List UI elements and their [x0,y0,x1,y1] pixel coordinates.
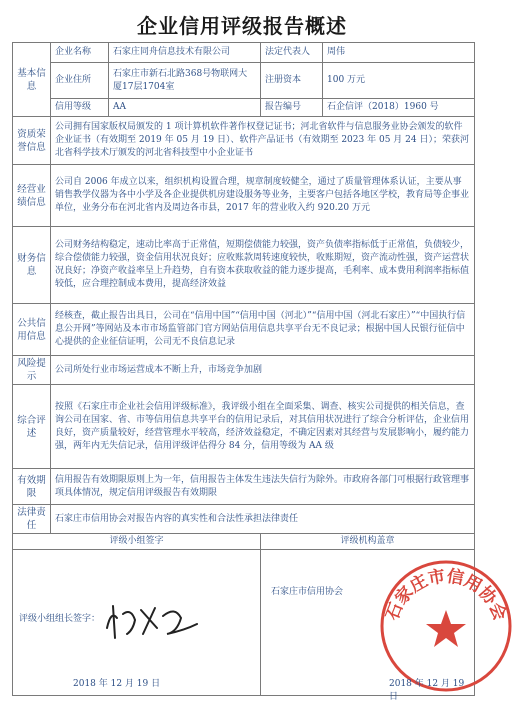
grade-value: AA [109,99,261,117]
date-right: 2018 年 12 月 19 日 [389,679,465,702]
section-label-business: 经营业绩信息 [13,165,51,227]
org-seal-header: 评级机构盖章 [261,534,475,550]
section-label-risk: 风险提示 [13,356,51,385]
section-text-risk: 公司所处行业市场运营成本不断上升，市场竞争加剧 [51,356,475,385]
seal-inner-text: 石家庄市信用协会 [271,587,344,597]
report-no-label: 报告编号 [261,99,323,117]
section-text-validity: 信用报告有效期限原则上为一年，信用报告主体发生违法失信行为除外。市政府各部门可根据行政管理事项具体情况，规定信用评级报告有效期限 [51,469,475,505]
address-label: 企业住所 [51,63,109,99]
section-text-legal: 石家庄市信用协会对报告内容的真实性和合法性承担法律责任 [51,505,475,534]
capital-value: 100 万元 [323,63,475,99]
grade-label: 信用等级 [51,99,109,117]
section-label-validity: 有效期限 [13,469,51,505]
report-no-value: 石企信评（2018）1960 号 [323,99,475,117]
group-signature-cell [13,550,261,696]
section-label-legal: 法律责任 [13,505,51,534]
legal-rep-label: 法定代表人 [261,43,323,63]
section-text-summary: 按照《石家庄市企业社会信用评级标准》，我评级小组在全面采集、调查、核实公司提供的相关信息，查询公司在国家、省、市等信用信息共享平台的信用记录后，对其信用状况进行了综合分析评估，企业信用良好，资产质量较好，经营管理水平较高，经济效益稳定，不确定因素对其经营与发展影响小，履约能力强，两年内无失信记录，信用评级评估得分 84 分，信用等级为 AA 级 [51,385,475,469]
report-title: 企业信用评级报告概述 [137,14,347,38]
legal-rep-value: 周伟 [323,43,475,63]
company-name-value: 石家庄同舟信息技术有限公司 [109,43,261,63]
section-text-public-credit: 经核查，截止报告出具日，公司在“信用中国”“信用中国（河北）”“信用中国（河北石家庄）”“中国执行信息公开网”等网站及本市市场监管部门官方网站信用信息共享平台无不良记录；根据中国人民银行征信中心提供的企业征信证明，公司无不良信息记录 [51,304,475,356]
section-label-qualification: 资质荣誉信息 [13,117,51,165]
report-table [12,42,510,702]
date-left: 2018 年 12 月 19 日 [73,679,161,689]
org-seal-cell [261,550,510,702]
address-value: 石家庄市新石北路368号物联网大厦17层1704室 [109,63,261,99]
official-seal-icon [376,554,516,694]
group-signature-header: 评级小组签字 [13,534,261,550]
section-label-summary: 综合评述 [13,385,51,469]
company-name-label: 企业名称 [51,43,109,63]
section-text-finance: 公司财务结构稳定，速动比率高于正常值，短期偿债能力较强，资产负债率指标低于正常值，负债较少，综合偿债能力较强，资金信用状况良好；应收账款周转速度较快，收账期短，资产流动性强，资产运营状况良好；净资产收益率呈上升趋势，自有资本获取收益的能力逐步提高，毛利率、成本费用利润率指标值较低，应合理控制成本费用，提高经济效益 [51,227,475,304]
capital-label: 注册资本 [261,63,323,99]
seal-ring-text: 石家庄市信用协会 [382,566,510,624]
sign-label: 评级小组组长签字： [19,614,101,624]
section-text-business: 公司自 2006 年成立以来，组织机构设置合理，规章制度较健全，通过了质量管理体系认证，主要从事销售教学仪器为各中小学及各企业提供机房建设服务等业务，主要客户包括各地区学校，教育局等企事业单位，业务分布在河北省内及周边各市县，2017 年的营业收入约 920.20 万元 [51,165,475,227]
section-label-public-credit: 公共信用信息 [13,304,51,356]
section-text-qualification: 公司拥有国家版权局颁发的 1 项计算机软件著作权登记证书；河北省软件与信息服务业协会颁发的软件企业证书（有效期至 2019 年 05 月 19 日）、软件产品证书（有效期至 2023 年 05 月 24 日）；荣获河北省科学技术厅颁发的河北省科技型中小企业证书 [51,117,475,165]
handwritten-signature [101,598,211,642]
section-label-finance: 财务信息 [13,227,51,304]
basic-info-label: 基本信息 [13,43,51,117]
